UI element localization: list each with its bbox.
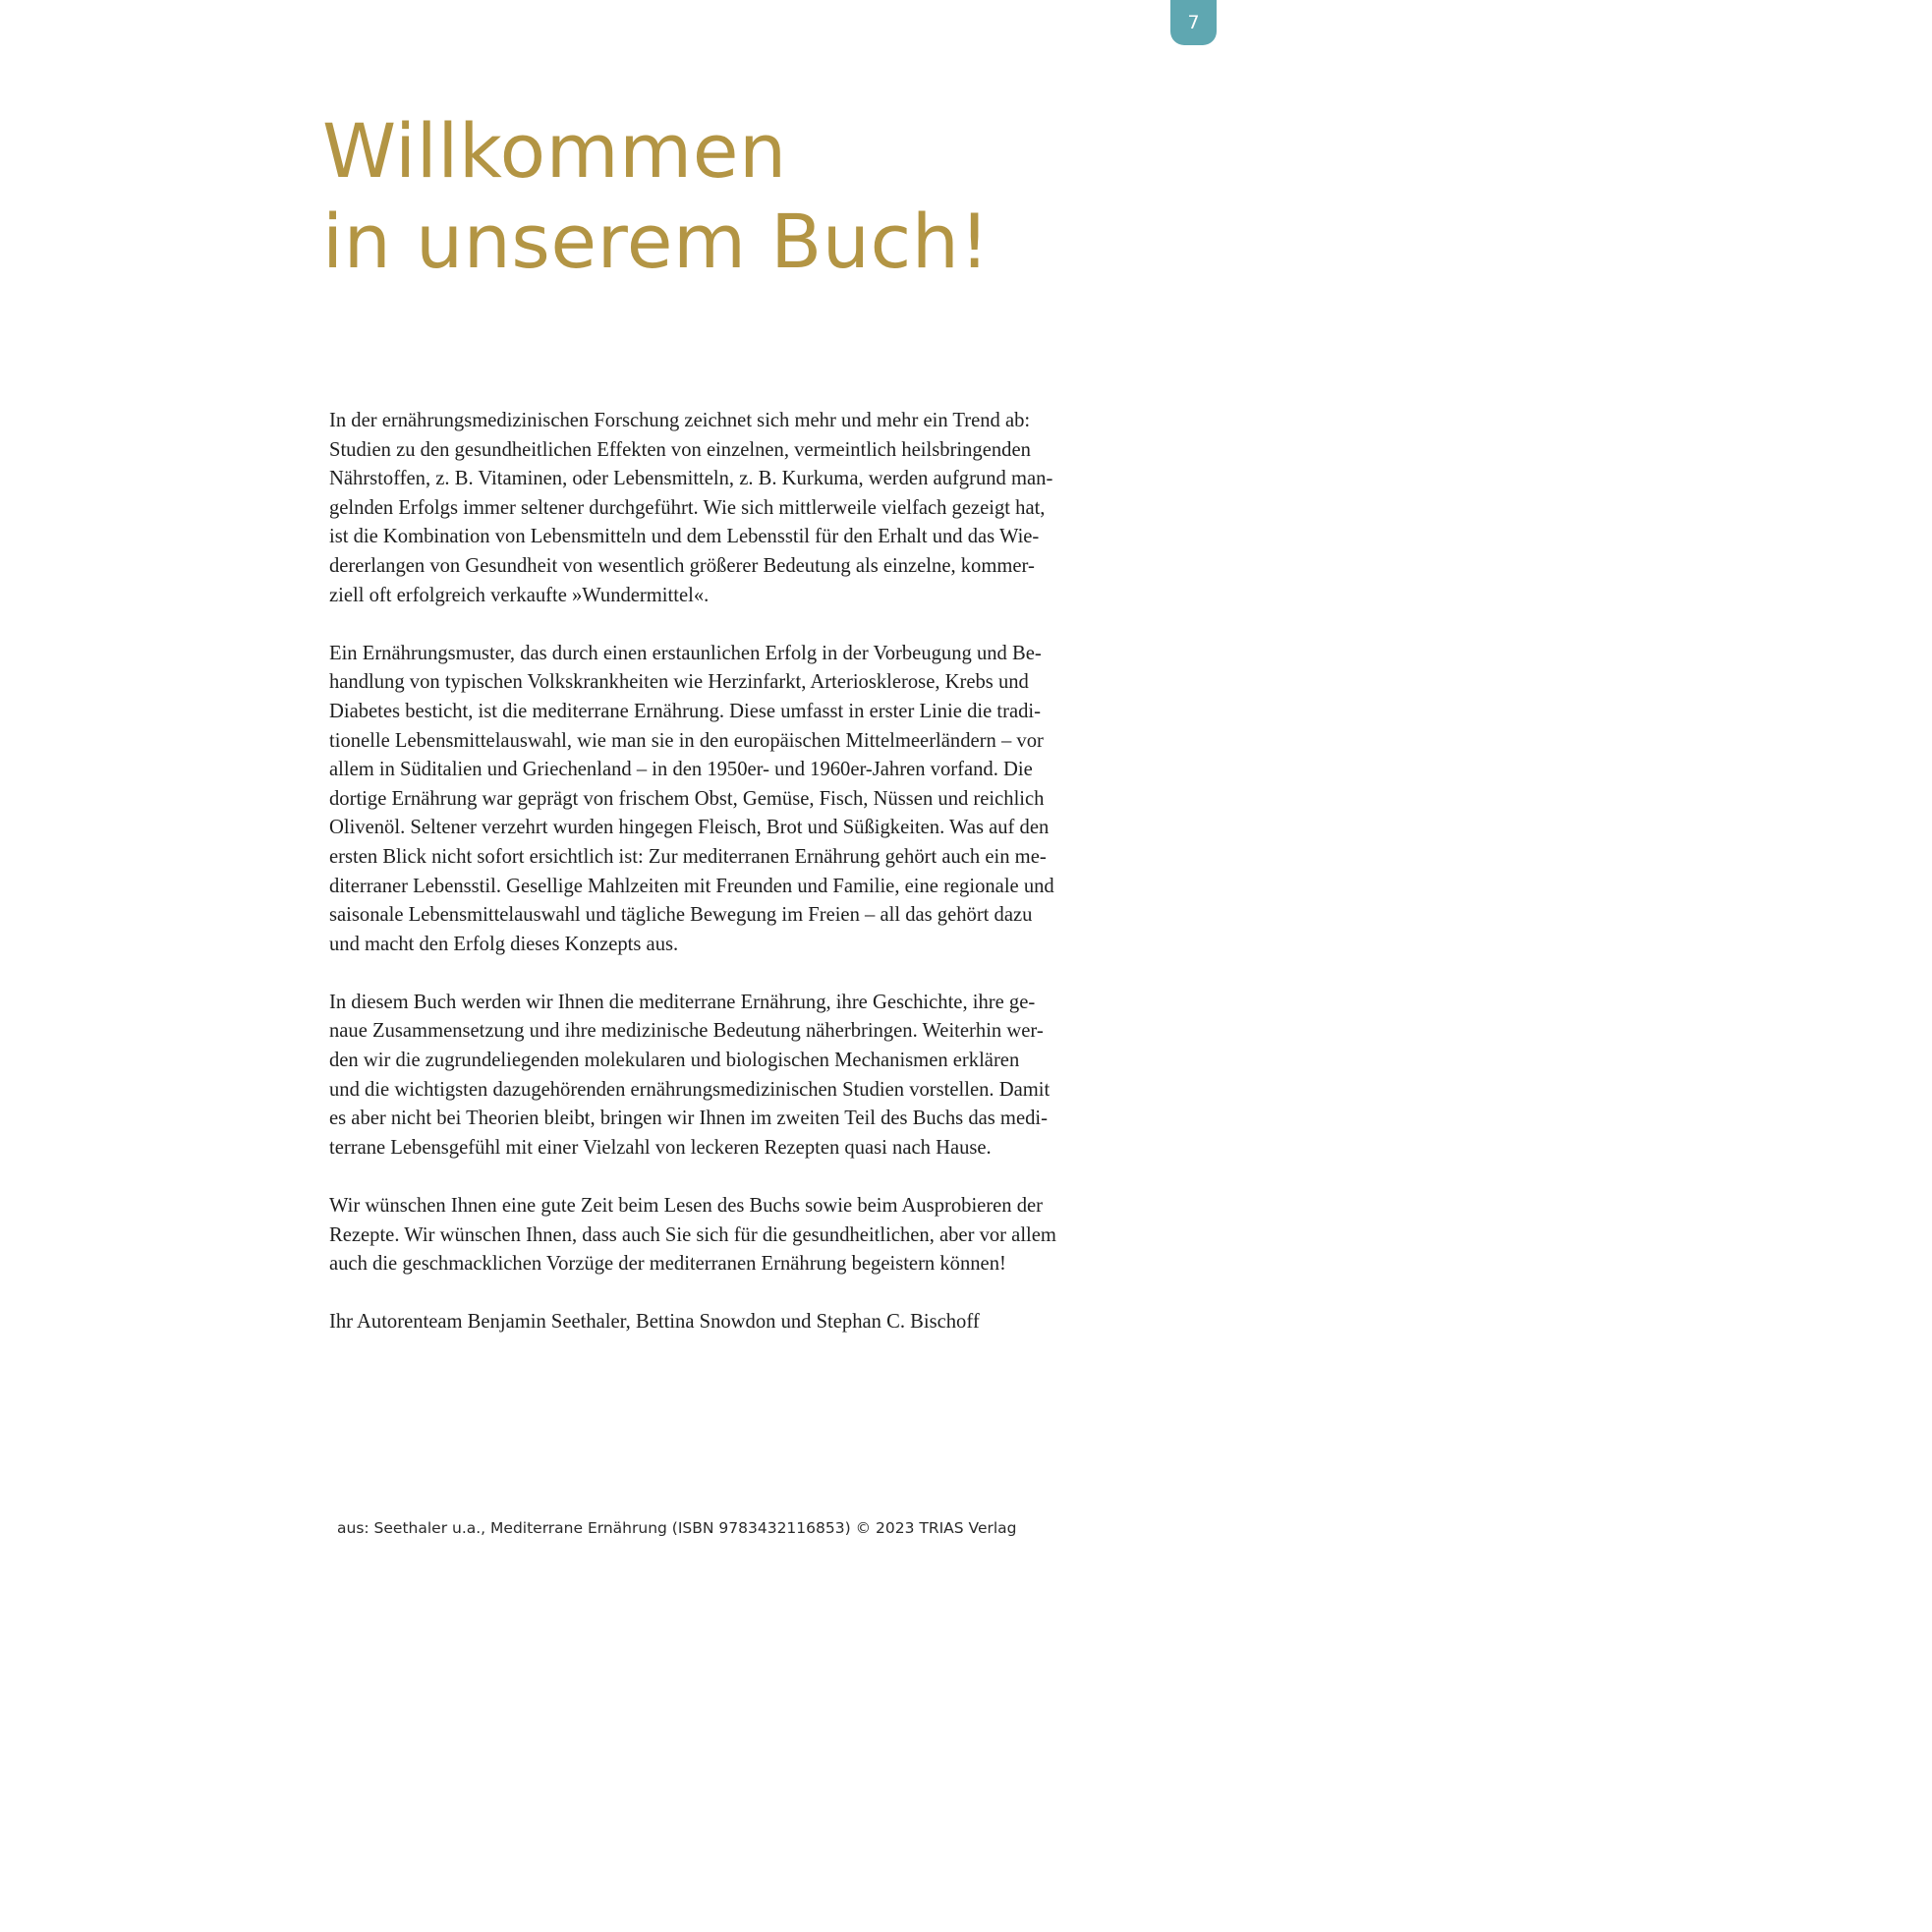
text-line: Ein Ernährungsmuster, das durch einen erstaunlichen Erfolg in der Vorbeugung und Be- — [329, 642, 1042, 664]
text-line: und macht den Erfolg dieses Konzepts aus. — [329, 933, 679, 955]
text-line: naue Zusammensetzung und ihre medizinische Bedeutung näherbringen. Weiterhin wer- — [329, 1020, 1044, 1043]
text-line: Diabetes besticht, ist die mediterrane Ernährung. Diese umfasst in erster Linie die tradi- — [329, 700, 1041, 722]
page-title — [322, 106, 990, 287]
paragraph — [329, 1192, 1145, 1279]
text-line: Olivenöl. Seltener verzehrt wurden hingegen Fleisch, Brot und Süßigkeiten. Was auf den — [329, 817, 1050, 839]
text-line: In diesem Buch werden wir Ihnen die mediterrane Ernährung, ihre Geschichte, ihre ge- — [329, 991, 1036, 1013]
paragraph — [329, 407, 1145, 610]
text-line: In der ernährungsmedizinischen Forschung zeichnet sich mehr und mehr ein Trend ab: — [329, 410, 1031, 431]
body-text — [329, 407, 1145, 1367]
text-line: Studien zu den gesundheitlichen Effekten von einzelnen, vermeintlich heilsbringenden — [329, 438, 1031, 461]
text-line: dortige Ernährung war geprägt von frischem Obst, Gemüse, Fisch, Nüssen und reichlich — [329, 787, 1045, 810]
text-line: gelnden Erfolgs immer seltener durchgeführt. Wie sich mittlerweile vielfach gezeigt hat, — [329, 496, 1046, 519]
text-line: und die wichtigsten dazugehörenden ernährungsmedizinischen Studien vorstellen. Damit — [329, 1078, 1051, 1101]
text-line: Ihr Autorenteam Benjamin Seethaler, Bettina Snowdon und Stephan C. Bischoff — [329, 1311, 980, 1334]
text-line: auch die geschmacklichen Vorzüge der mediterranen Ernährung begeistern können! — [329, 1253, 1006, 1276]
text-line: es aber nicht bei Theorien bleibt, bringen wir Ihnen im zweiten Teil des Buchs das medi- — [329, 1108, 1048, 1130]
text-line: ziell oft erfolgreich verkaufte »Wundermittel«. — [329, 584, 710, 606]
source-footer: aus: Seethaler u.a., Mediterrane Ernährung (ISBN 9783432116853) © 2023 TRIAS Verlag — [337, 1519, 1017, 1537]
paragraph — [329, 1308, 1145, 1337]
page-number: 7 — [1187, 12, 1200, 33]
title-line: in unserem Buch! — [322, 198, 991, 285]
page-number-tab — [1170, 0, 1217, 45]
text-line: Wir wünschen Ihnen eine gute Zeit beim Lesen des Buchs sowie beim Ausprobieren der — [329, 1195, 1044, 1218]
title-line: Willkommen — [322, 107, 787, 195]
paragraph — [329, 989, 1145, 1164]
text-line: terrane Lebensgefühl mit einer Vielzahl von leckeren Rezepten quasi nach Hause. — [329, 1136, 992, 1159]
paragraph — [329, 640, 1145, 960]
text-line: dererlangen von Gesundheit von wesentlich größerer Bedeutung als einzelne, kommer- — [329, 554, 1035, 577]
text-line: allem in Süditalien und Griechenland – in den 1950er- und 1960er-Jahren vorfand. Die — [329, 759, 1033, 781]
text-line: saisonale Lebensmittelauswahl und tägliche Bewegung im Freien – all das gehört dazu — [329, 904, 1033, 927]
text-line: diterraner Lebensstil. Gesellige Mahlzeiten mit Freunden und Familie, eine regionale und — [329, 875, 1054, 897]
text-line: ersten Blick nicht sofort ersichtlich ist: Zur mediterranen Ernährung gehört auch ein me- — [329, 845, 1047, 868]
text-line: den wir die zugrundeliegenden molekularen und biologischen Mechanismen erklären — [329, 1050, 1020, 1072]
text-line: ist die Kombination von Lebensmitteln und dem Lebensstil für den Erhalt und das Wie- — [329, 526, 1040, 548]
text-line: handlung von typischen Volkskrankheiten wie Herzinfarkt, Arteriosklerose, Krebs und — [329, 671, 1029, 694]
text-line: Rezepte. Wir wünschen Ihnen, dass auch Sie sich für die gesundheitlichen, aber vor allem — [329, 1223, 1056, 1246]
text-line: Nährstoffen, z. B. Vitaminen, oder Lebensmitteln, z. B. Kurkuma, werden aufgrund man- — [329, 468, 1053, 490]
text-line: tionelle Lebensmittelauswahl, wie man sie in den europäischen Mittelmeerländern – vor — [329, 729, 1044, 752]
